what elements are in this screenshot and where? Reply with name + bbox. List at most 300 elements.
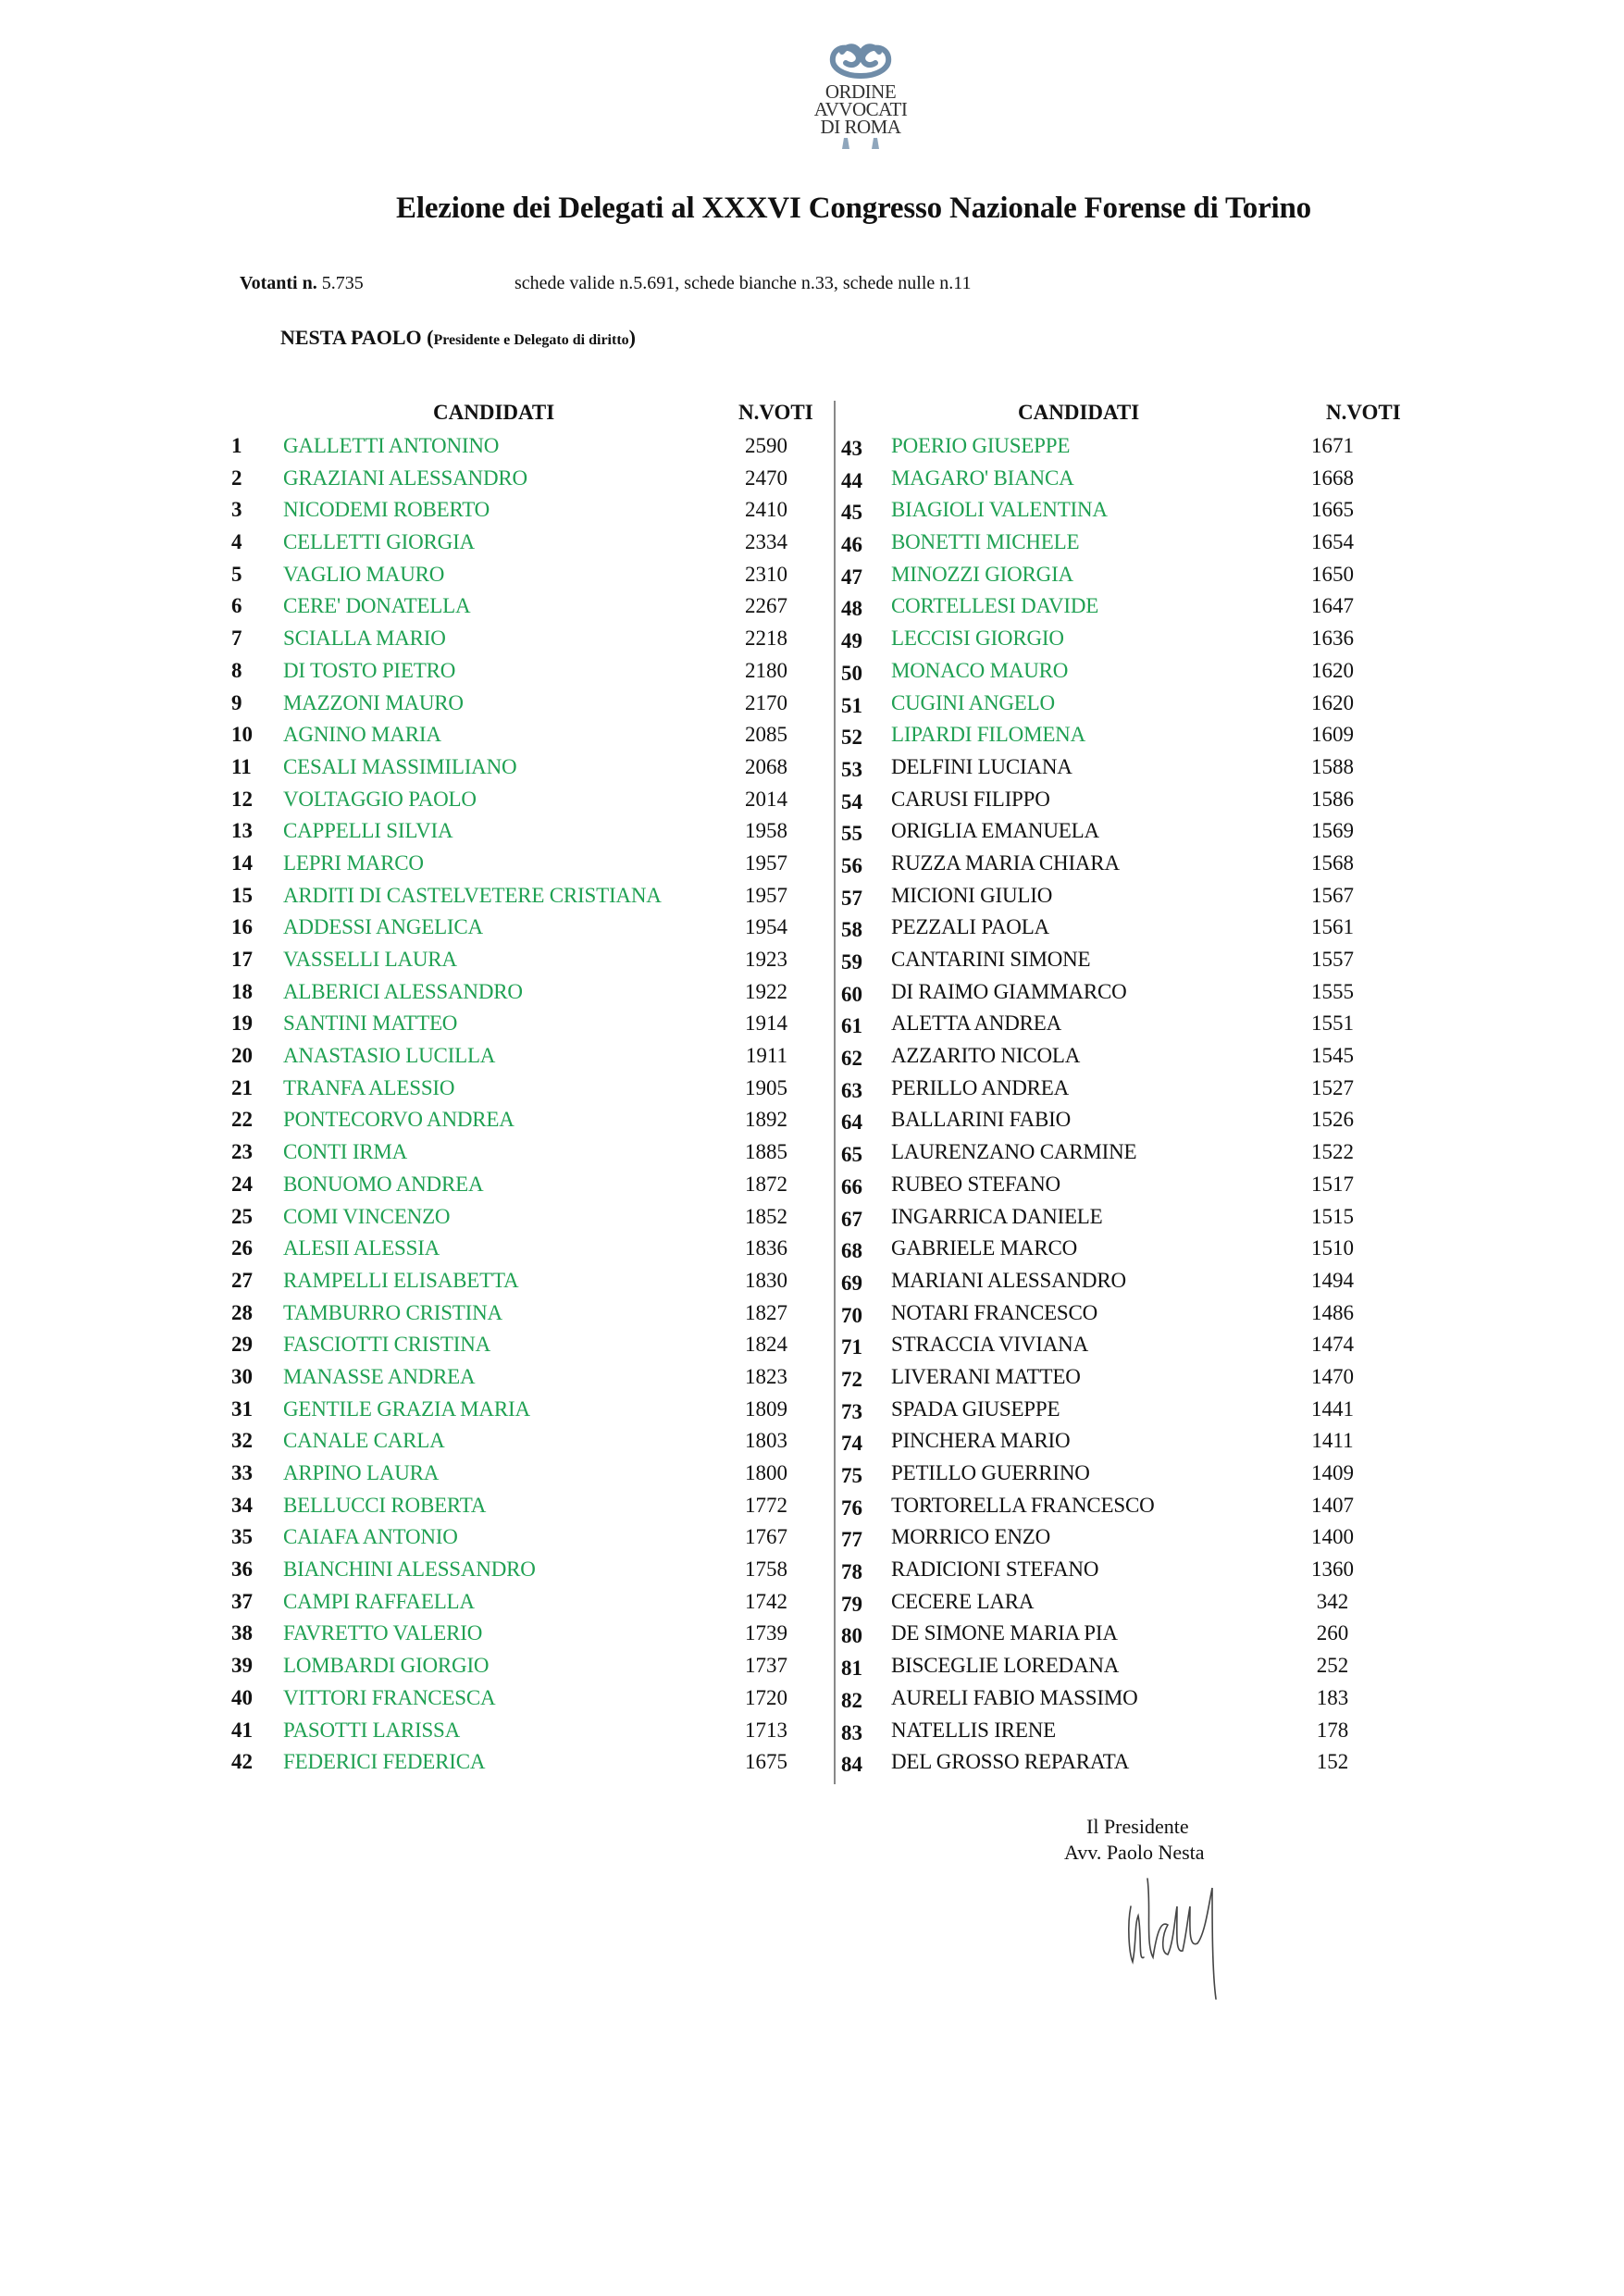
logo-line-1: ORDINE (824, 81, 897, 103)
vote-count: 1527 (1311, 1075, 1354, 1099)
table-row (231, 1654, 824, 1686)
table-row (231, 1011, 824, 1044)
table-row (837, 1494, 1439, 1526)
table-row (837, 1397, 1439, 1430)
candidate-name: TAMBURRO CRISTINA (283, 1300, 502, 1324)
vote-count: 1911 (745, 1044, 787, 1068)
candidate-name: CAIAFA ANTONIO (283, 1525, 458, 1549)
rank-number: 68 (841, 1239, 862, 1263)
table-row (231, 1461, 824, 1494)
vote-count: 1671 (1311, 434, 1354, 457)
candidate-name: CESALI MASSIMILIANO (283, 754, 517, 778)
rank-number: 6 (231, 594, 242, 618)
vote-count: 1772 (745, 1493, 787, 1517)
table-row (837, 1333, 1439, 1365)
rank-number: 77 (841, 1528, 862, 1552)
table-row (231, 1590, 824, 1622)
table-row (837, 1173, 1439, 1205)
vote-count: 1470 (1311, 1364, 1354, 1388)
candidate-name: ORIGLIA EMANUELA (891, 819, 1099, 843)
candidate-name: BISCEGLIE LOREDANA (891, 1654, 1120, 1678)
candidate-name: CORTELLESI DAVIDE (891, 594, 1099, 618)
rank-number: 48 (841, 597, 862, 621)
candidate-name: ALESII ALESSIA (283, 1236, 440, 1260)
candidate-name: FASCIOTTI CRISTINA (283, 1333, 491, 1357)
table-row (837, 1044, 1439, 1076)
table-row (837, 530, 1439, 563)
rank-number: 27 (231, 1268, 253, 1292)
table-row (231, 691, 824, 724)
signature-name: Avv. Paolo Nesta (1064, 1841, 1205, 1864)
candidate-name: CECERE LARA (891, 1589, 1035, 1613)
rank-number: 16 (231, 915, 253, 939)
candidate-name: SANTINI MATTEO (283, 1011, 458, 1036)
candidate-name: VITTORI FRANCESCA (283, 1685, 496, 1709)
table-row (837, 980, 1439, 1012)
rank-number: 37 (231, 1589, 253, 1613)
vote-count: 1957 (745, 850, 787, 875)
candidate-name: NICODEMI ROBERTO (283, 498, 490, 522)
rank-number: 10 (231, 723, 253, 747)
candidate-name: PONTECORVO ANDREA (283, 1108, 514, 1132)
candidate-name: VAGLIO MAURO (283, 562, 445, 586)
candidate-name: DI TOSTO PIETRO (283, 658, 456, 682)
rank-number: 75 (841, 1464, 862, 1487)
vote-count: 1561 (1311, 915, 1354, 939)
table-row (231, 1173, 824, 1205)
table-row (231, 1236, 824, 1269)
rank-number: 54 (841, 789, 862, 813)
table-row (231, 1044, 824, 1076)
candidate-name: POERIO GIUSEPPE (891, 434, 1071, 457)
candidate-name: BONETTI MICHELE (891, 530, 1080, 554)
table-row (837, 1558, 1439, 1590)
candidate-name: NATELLIS IRENE (891, 1718, 1056, 1742)
vote-count: 1852 (745, 1204, 787, 1228)
vote-count: 1486 (1311, 1300, 1354, 1324)
voters-count (240, 273, 364, 294)
vote-count: 1824 (745, 1333, 787, 1357)
table-row (231, 1205, 824, 1237)
rank-number: 51 (841, 693, 862, 717)
table-row (231, 1719, 824, 1751)
rank-number: 49 (841, 629, 862, 653)
vote-count: 1742 (745, 1589, 787, 1613)
table-row (837, 1654, 1439, 1686)
table-row (837, 498, 1439, 530)
header-votes: N.VOTI (738, 401, 813, 424)
vote-count: 1767 (745, 1525, 787, 1549)
rank-number: 14 (231, 850, 253, 875)
vote-count: 2267 (745, 594, 787, 618)
vote-count: 2218 (745, 627, 787, 651)
vote-count: 1588 (1311, 754, 1354, 778)
rank-number: 70 (841, 1303, 862, 1327)
candidate-name: COMI VINCENZO (283, 1204, 451, 1228)
table-row (231, 1397, 824, 1430)
candidate-name: BIAGIOLI VALENTINA (891, 498, 1108, 522)
vote-count: 1892 (745, 1108, 787, 1132)
rank-number: 81 (841, 1657, 862, 1681)
rank-number: 73 (841, 1399, 862, 1423)
logo (805, 39, 916, 149)
candidate-name: FAVRETTO VALERIO (283, 1621, 483, 1645)
vote-count: 1567 (1311, 883, 1354, 907)
rank-number: 57 (841, 886, 862, 910)
rank-number: 66 (841, 1174, 862, 1198)
rank-number: 38 (231, 1621, 253, 1645)
vote-count: 1758 (745, 1558, 787, 1582)
vote-count: 1827 (745, 1300, 787, 1324)
candidate-name: ALBERICI ALESSANDRO (283, 979, 523, 1003)
rank-number: 76 (841, 1496, 862, 1520)
vote-count: 1407 (1311, 1493, 1354, 1517)
paren-open: ( (427, 326, 434, 349)
table-row (837, 1236, 1439, 1269)
candidate-name: BALLARINI FABIO (891, 1108, 1071, 1132)
handwritten-signature-icon (1120, 1869, 1258, 2008)
results-table-left (231, 401, 824, 1782)
rank-number: 25 (231, 1204, 253, 1228)
table-row (837, 1621, 1439, 1654)
table-row (231, 723, 824, 755)
vote-count: 1568 (1311, 850, 1354, 875)
rank-number: 71 (841, 1335, 862, 1359)
rank-number: 32 (231, 1429, 253, 1453)
rank-number: 53 (841, 757, 862, 781)
vote-count: 1522 (1311, 1140, 1354, 1164)
candidate-name: MICIONI GIULIO (891, 883, 1053, 907)
candidate-name: BIANCHINI ALESSANDRO (283, 1558, 536, 1582)
voters-value: 5.735 (321, 273, 364, 293)
vote-count: 1551 (1311, 1011, 1354, 1036)
candidate-name: MAZZONI MAURO (283, 690, 464, 714)
candidate-name: ALETTA ANDREA (891, 1011, 1062, 1036)
vote-count: 252 (1316, 1654, 1349, 1678)
candidate-name: RUBEO STEFANO (891, 1172, 1060, 1196)
table-row (231, 1494, 824, 1526)
table-row (837, 1686, 1439, 1719)
table-row (231, 1140, 824, 1173)
candidate-name: PINCHERA MARIO (891, 1429, 1071, 1453)
rank-number: 67 (841, 1207, 862, 1231)
candidate-name: TRANFA ALESSIO (283, 1075, 455, 1099)
vote-count: 1922 (745, 979, 787, 1003)
vote-count: 1957 (745, 883, 787, 907)
rank-number: 2 (231, 465, 242, 490)
candidate-name: AZZARITO NICOLA (891, 1044, 1081, 1068)
knot-emblem-icon (825, 39, 896, 81)
vote-count: 2334 (745, 530, 787, 554)
vote-count: 1954 (745, 915, 787, 939)
table-row (231, 915, 824, 948)
table-row (837, 948, 1439, 980)
document-title: Elezione dei Delegati al XXXVI Congresso Nazionale Forense di Torino (396, 192, 1311, 225)
vote-count: 1713 (745, 1718, 787, 1742)
header-candidates: CANDIDATI (1018, 401, 1140, 424)
vote-count: 1885 (745, 1140, 787, 1164)
vote-count: 2470 (745, 465, 787, 490)
vote-count: 1720 (745, 1685, 787, 1709)
vote-count: 1803 (745, 1429, 787, 1453)
vote-count: 1586 (1311, 787, 1354, 811)
table-row (837, 1205, 1439, 1237)
ballots-summary: schede valide n.5.691, schede bianche n.33, schede nulle n.11 (514, 273, 972, 293)
vote-count: 2170 (745, 690, 787, 714)
table-row (837, 594, 1439, 627)
rank-number: 82 (841, 1688, 862, 1712)
rank-number: 26 (231, 1236, 253, 1260)
rank-number: 83 (841, 1720, 862, 1744)
rank-number: 50 (841, 661, 862, 685)
candidate-name: ARPINO LAURA (283, 1461, 440, 1484)
candidate-name: MORRICO ENZO (891, 1525, 1051, 1549)
candidate-name: INGARRICA DANIELE (891, 1204, 1103, 1228)
vote-count: 1526 (1311, 1108, 1354, 1132)
candidate-name: RADICIONI STEFANO (891, 1558, 1099, 1582)
vote-count: 1620 (1311, 658, 1354, 682)
vote-count: 1557 (1311, 948, 1354, 971)
table-row (837, 434, 1439, 466)
header-votes: N.VOTI (1326, 401, 1401, 424)
candidate-name: LOMBARDI GIORGIO (283, 1654, 490, 1678)
rank-number: 29 (231, 1333, 253, 1357)
vote-count: 1958 (745, 819, 787, 843)
candidate-name: MAGARO' BIANCA (891, 465, 1074, 490)
vote-count: 1510 (1311, 1236, 1354, 1260)
candidate-name: SCIALLA MARIO (283, 627, 446, 651)
vote-count: 178 (1316, 1718, 1349, 1742)
candidate-name: AURELI FABIO MASSIMO (891, 1685, 1138, 1709)
vote-count: 1654 (1311, 530, 1354, 554)
rank-number: 55 (841, 822, 862, 846)
candidate-name: ANASTASIO LUCILLA (283, 1044, 496, 1068)
table-row (837, 1525, 1439, 1558)
candidate-name: CONTI IRMA (283, 1140, 408, 1164)
table-header (837, 401, 1439, 434)
rank-number: 31 (231, 1396, 253, 1421)
table-row (231, 884, 824, 916)
candidate-name: CANTARINI SIMONE (891, 948, 1091, 971)
rank-number: 65 (841, 1143, 862, 1167)
rank-number: 78 (841, 1560, 862, 1584)
rank-number: 59 (841, 950, 862, 974)
rank-number: 84 (841, 1753, 862, 1777)
table-row (837, 1140, 1439, 1173)
candidate-name: CUGINI ANGELO (891, 690, 1055, 714)
vote-count: 2068 (745, 754, 787, 778)
rank-number: 56 (841, 853, 862, 877)
rank-number: 3 (231, 498, 242, 522)
column-divider (834, 401, 836, 1784)
rank-number: 36 (231, 1558, 253, 1582)
vote-count: 1411 (1311, 1429, 1354, 1453)
candidate-name: DELFINI LUCIANA (891, 754, 1072, 778)
header-candidates: CANDIDATI (433, 401, 555, 424)
vote-count: 1441 (1311, 1396, 1354, 1421)
candidate-name: CELLETTI GIORGIA (283, 530, 475, 554)
vote-count: 1800 (745, 1461, 787, 1484)
candidate-name: PETILLO GUERRINO (891, 1461, 1090, 1484)
candidate-name: FEDERICI FEDERICA (283, 1750, 486, 1774)
rank-number: 23 (231, 1140, 253, 1164)
rank-number: 72 (841, 1367, 862, 1391)
rank-number: 17 (231, 948, 253, 971)
table-row (837, 627, 1439, 659)
vote-count: 152 (1316, 1750, 1349, 1774)
candidate-name: MARIANI ALESSANDRO (891, 1268, 1126, 1292)
candidate-name: PASOTTI LARISSA (283, 1718, 461, 1742)
vote-count: 1609 (1311, 723, 1354, 747)
rank-number: 74 (841, 1432, 862, 1456)
table-row (837, 1301, 1439, 1334)
vote-count: 2590 (745, 434, 787, 457)
table-row (231, 1750, 824, 1782)
results-table-right (837, 401, 1439, 1782)
vote-count: 1650 (1311, 562, 1354, 586)
candidate-name: TORTORELLA FRANCESCO (891, 1493, 1155, 1517)
candidate-name: MINOZZI GIORGIA (891, 562, 1073, 586)
table-row (231, 1301, 824, 1334)
candidate-name: LAURENZANO CARMINE (891, 1140, 1137, 1164)
table-row (231, 659, 824, 691)
table-row (231, 434, 824, 466)
rank-number: 11 (231, 754, 252, 778)
table-row (231, 627, 824, 659)
table-row (231, 1686, 824, 1719)
candidate-name: ADDESSI ANGELICA (283, 915, 483, 939)
rank-number: 58 (841, 918, 862, 942)
table-row (231, 1333, 824, 1365)
vote-count: 1545 (1311, 1044, 1354, 1068)
table-row (231, 948, 824, 980)
table-row (837, 851, 1439, 884)
vote-count: 1737 (745, 1654, 787, 1678)
vote-count: 1636 (1311, 627, 1354, 651)
rank-number: 20 (231, 1044, 253, 1068)
rank-number: 69 (841, 1271, 862, 1295)
table-row (837, 819, 1439, 851)
rank-number: 30 (231, 1364, 253, 1388)
rank-number: 33 (231, 1461, 253, 1484)
rank-number: 40 (231, 1685, 253, 1709)
candidate-name: BELLUCCI ROBERTA (283, 1493, 487, 1517)
rank-number: 39 (231, 1654, 253, 1678)
vote-count: 1809 (745, 1396, 787, 1421)
table-row (231, 1076, 824, 1109)
signature-title: Il Presidente (1086, 1815, 1189, 1838)
table-row (837, 563, 1439, 595)
rank-number: 43 (841, 437, 862, 460)
candidate-name: NOTARI FRANCESCO (891, 1300, 1098, 1324)
table-row (231, 498, 824, 530)
table-row (837, 1750, 1439, 1782)
table-row (837, 1719, 1439, 1751)
candidate-name: CAPPELLI SILVIA (283, 819, 453, 843)
paren-close: ) (628, 326, 636, 349)
table-row (231, 755, 824, 788)
table-row (231, 1525, 824, 1558)
rank-number: 42 (231, 1750, 253, 1774)
candidate-name: RUZZA MARIA CHIARA (891, 850, 1120, 875)
vote-count: 1923 (745, 948, 787, 971)
candidate-name: PEZZALI PAOLA (891, 915, 1049, 939)
vote-count: 183 (1316, 1685, 1349, 1709)
vote-count: 1494 (1311, 1268, 1354, 1292)
table-header (231, 401, 824, 434)
table-row (231, 1269, 824, 1301)
candidate-name: CANALE CARLA (283, 1429, 445, 1453)
president-line (280, 326, 636, 350)
candidate-name: CERE' DONATELLA (283, 594, 471, 618)
table-row (837, 1269, 1439, 1301)
table-row (837, 1365, 1439, 1397)
table-row (837, 915, 1439, 948)
vote-count: 1675 (745, 1750, 787, 1774)
table-row (837, 691, 1439, 724)
rank-number: 13 (231, 819, 253, 843)
candidate-name: VOLTAGGIO PAOLO (283, 787, 477, 811)
left-rows (231, 434, 824, 1782)
table-row (837, 1461, 1439, 1494)
rank-number: 34 (231, 1493, 253, 1517)
logo-line-3: DI ROMA (820, 116, 901, 138)
president-name: NESTA PAOLO (280, 326, 422, 349)
table-row (231, 466, 824, 499)
vote-count: 1739 (745, 1621, 787, 1645)
table-row (231, 530, 824, 563)
table-row (837, 1011, 1439, 1044)
vote-count: 1409 (1311, 1461, 1354, 1484)
table-row (837, 723, 1439, 755)
vote-count: 1555 (1311, 979, 1354, 1003)
rank-number: 44 (841, 468, 862, 492)
vote-count: 1914 (745, 1011, 787, 1036)
vote-count: 1665 (1311, 498, 1354, 522)
table-row (837, 1076, 1439, 1109)
candidate-name: GRAZIANI ALESSANDRO (283, 465, 527, 490)
vote-count: 2410 (745, 498, 787, 522)
candidate-name: BONUOMO ANDREA (283, 1172, 484, 1196)
rank-number: 12 (231, 787, 253, 811)
table-row (231, 1429, 824, 1461)
vote-count: 1517 (1311, 1172, 1354, 1196)
vote-count: 1872 (745, 1172, 787, 1196)
rank-number: 45 (841, 501, 862, 525)
candidate-name: MANASSE ANDREA (283, 1364, 476, 1388)
rank-number: 24 (231, 1172, 253, 1196)
table-row (231, 980, 824, 1012)
table-row (231, 851, 824, 884)
president-role: Presidente e Delegato di diritto (433, 332, 629, 348)
rank-number: 1 (231, 434, 242, 457)
table-row (837, 1429, 1439, 1461)
candidate-name: STRACCIA VIVIANA (891, 1333, 1088, 1357)
rank-number: 35 (231, 1525, 253, 1549)
vote-count: 2085 (745, 723, 787, 747)
signature-block (1064, 1814, 1205, 1866)
rank-number: 7 (231, 627, 242, 651)
rank-number: 60 (841, 982, 862, 1006)
vote-count: 1400 (1311, 1525, 1354, 1549)
rank-number: 19 (231, 1011, 253, 1036)
candidate-name: MONACO MAURO (891, 658, 1069, 682)
candidate-name: LECCISI GIORGIO (891, 627, 1064, 651)
voters-label: Votanti n. (240, 273, 317, 293)
vote-count: 1515 (1311, 1204, 1354, 1228)
table-row (837, 755, 1439, 788)
vote-count: 1905 (745, 1075, 787, 1099)
